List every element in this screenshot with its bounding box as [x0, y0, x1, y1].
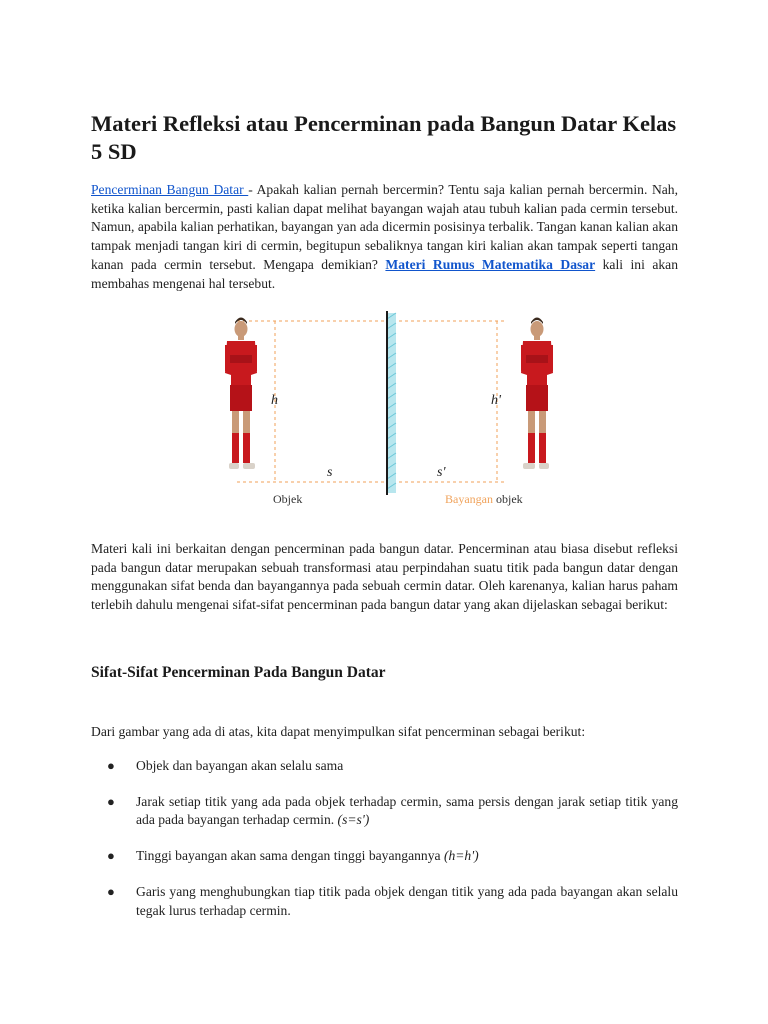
list-item	[91, 793, 678, 830]
link-pencerminan-bangun-datar[interactable]: Pencerminan Bangun Datar	[91, 182, 249, 197]
bullet-dot-icon: ●	[107, 758, 115, 773]
intro-paragraph	[91, 181, 678, 293]
bullet-dot-icon: ●	[107, 883, 115, 899]
list-item-text: Objek dan bayangan akan selalu sama	[136, 758, 344, 773]
list-item-text: Jarak setiap titik yang ada pada objek terhadap cermin, sama persis dengan jarak setiap titik yang ada pada bayangan terhadap cermin.	[136, 793, 678, 828]
player-object	[225, 318, 257, 470]
list-item	[91, 847, 678, 866]
label-s-prime: s'	[437, 465, 446, 480]
caption-shadow-rest: objek	[492, 492, 523, 506]
label-s: s	[327, 465, 333, 480]
intro-text-2: kali ini akan membahas mengenai hal tersebut.	[91, 256, 678, 291]
list-item	[91, 883, 678, 920]
bullet-dot-icon: ●	[107, 848, 115, 864]
article-title: Materi Refleksi atau Pencerminan pada Bangun Datar Kelas 5 SD	[91, 111, 677, 164]
bullet-dot-icon: ●	[107, 793, 115, 809]
player-shadow	[521, 318, 553, 470]
paragraph-2: Materi kali ini berkaitan dengan pencerminan pada bangun datar. Pencerminan atau biasa disebut refleksi pada bangun datar merupakan sebuah transformasi atau perpindahan suatu titik pada bangun datar dengan menggunakan sifat benda dan bayangannya pada sebuah cermin datar. Oleh karenanya, kalian harus paham terlebih dahulu mengenai sifat-sifat pencerminan pada bangun datar yang akan dijelaskan sebagai berikut:	[91, 541, 678, 613]
link-materi-rumus-matematika-dasar[interactable]: Materi Rumus Matematika Dasar	[385, 256, 596, 272]
properties-list	[91, 757, 678, 937]
caption-shadow-highlight: Bayangan	[445, 492, 493, 506]
label-h: h	[271, 393, 278, 408]
label-h-prime: h'	[491, 393, 501, 408]
list-item-text: Garis yang menghubungkan tiap titik pada objek dengan titik yang ada pada bayangan akan selalu tegak lurus terhadap cermin.	[136, 883, 678, 918]
list-item	[91, 757, 678, 776]
reflection-diagram	[205, 305, 575, 515]
list-item-formula: (h=h')	[443, 848, 479, 864]
caption-shadow	[445, 492, 523, 506]
reflection-figure	[205, 305, 575, 515]
section-heading: Sifat-Sifat Pencerminan Pada Bangun Datar	[91, 664, 386, 681]
list-item-formula: (s=s')	[337, 812, 370, 828]
list-item-text: Tinggi bayangan akan sama dengan tinggi bayangannya	[136, 848, 444, 864]
paragraph-3: Dari gambar yang ada di atas, kita dapat menyimpulkan sifat pencerminan sebagai berikut:	[91, 724, 586, 739]
caption-object: Objek	[273, 492, 303, 506]
intro-text-1: - Apakah kalian pernah bercermin? Tentu saja kalian pernah bercermin. Nah, ketika kalian bercermin, pasti kalian dapat melihat bayangan wajah atau tubuh kalian pada cermin tersebut. Namun, apabila kalian perhatikan, bayangan yan ada dicermin posisinya terbalik. Tangan kanan kalian akan tampak menjadi tangan kiri di cermin, begitupun sebaliknya tangan kiri kalian akan tampak seperti tangan kanan pada cermin tersebut. Mengapa demikian?	[91, 182, 678, 272]
